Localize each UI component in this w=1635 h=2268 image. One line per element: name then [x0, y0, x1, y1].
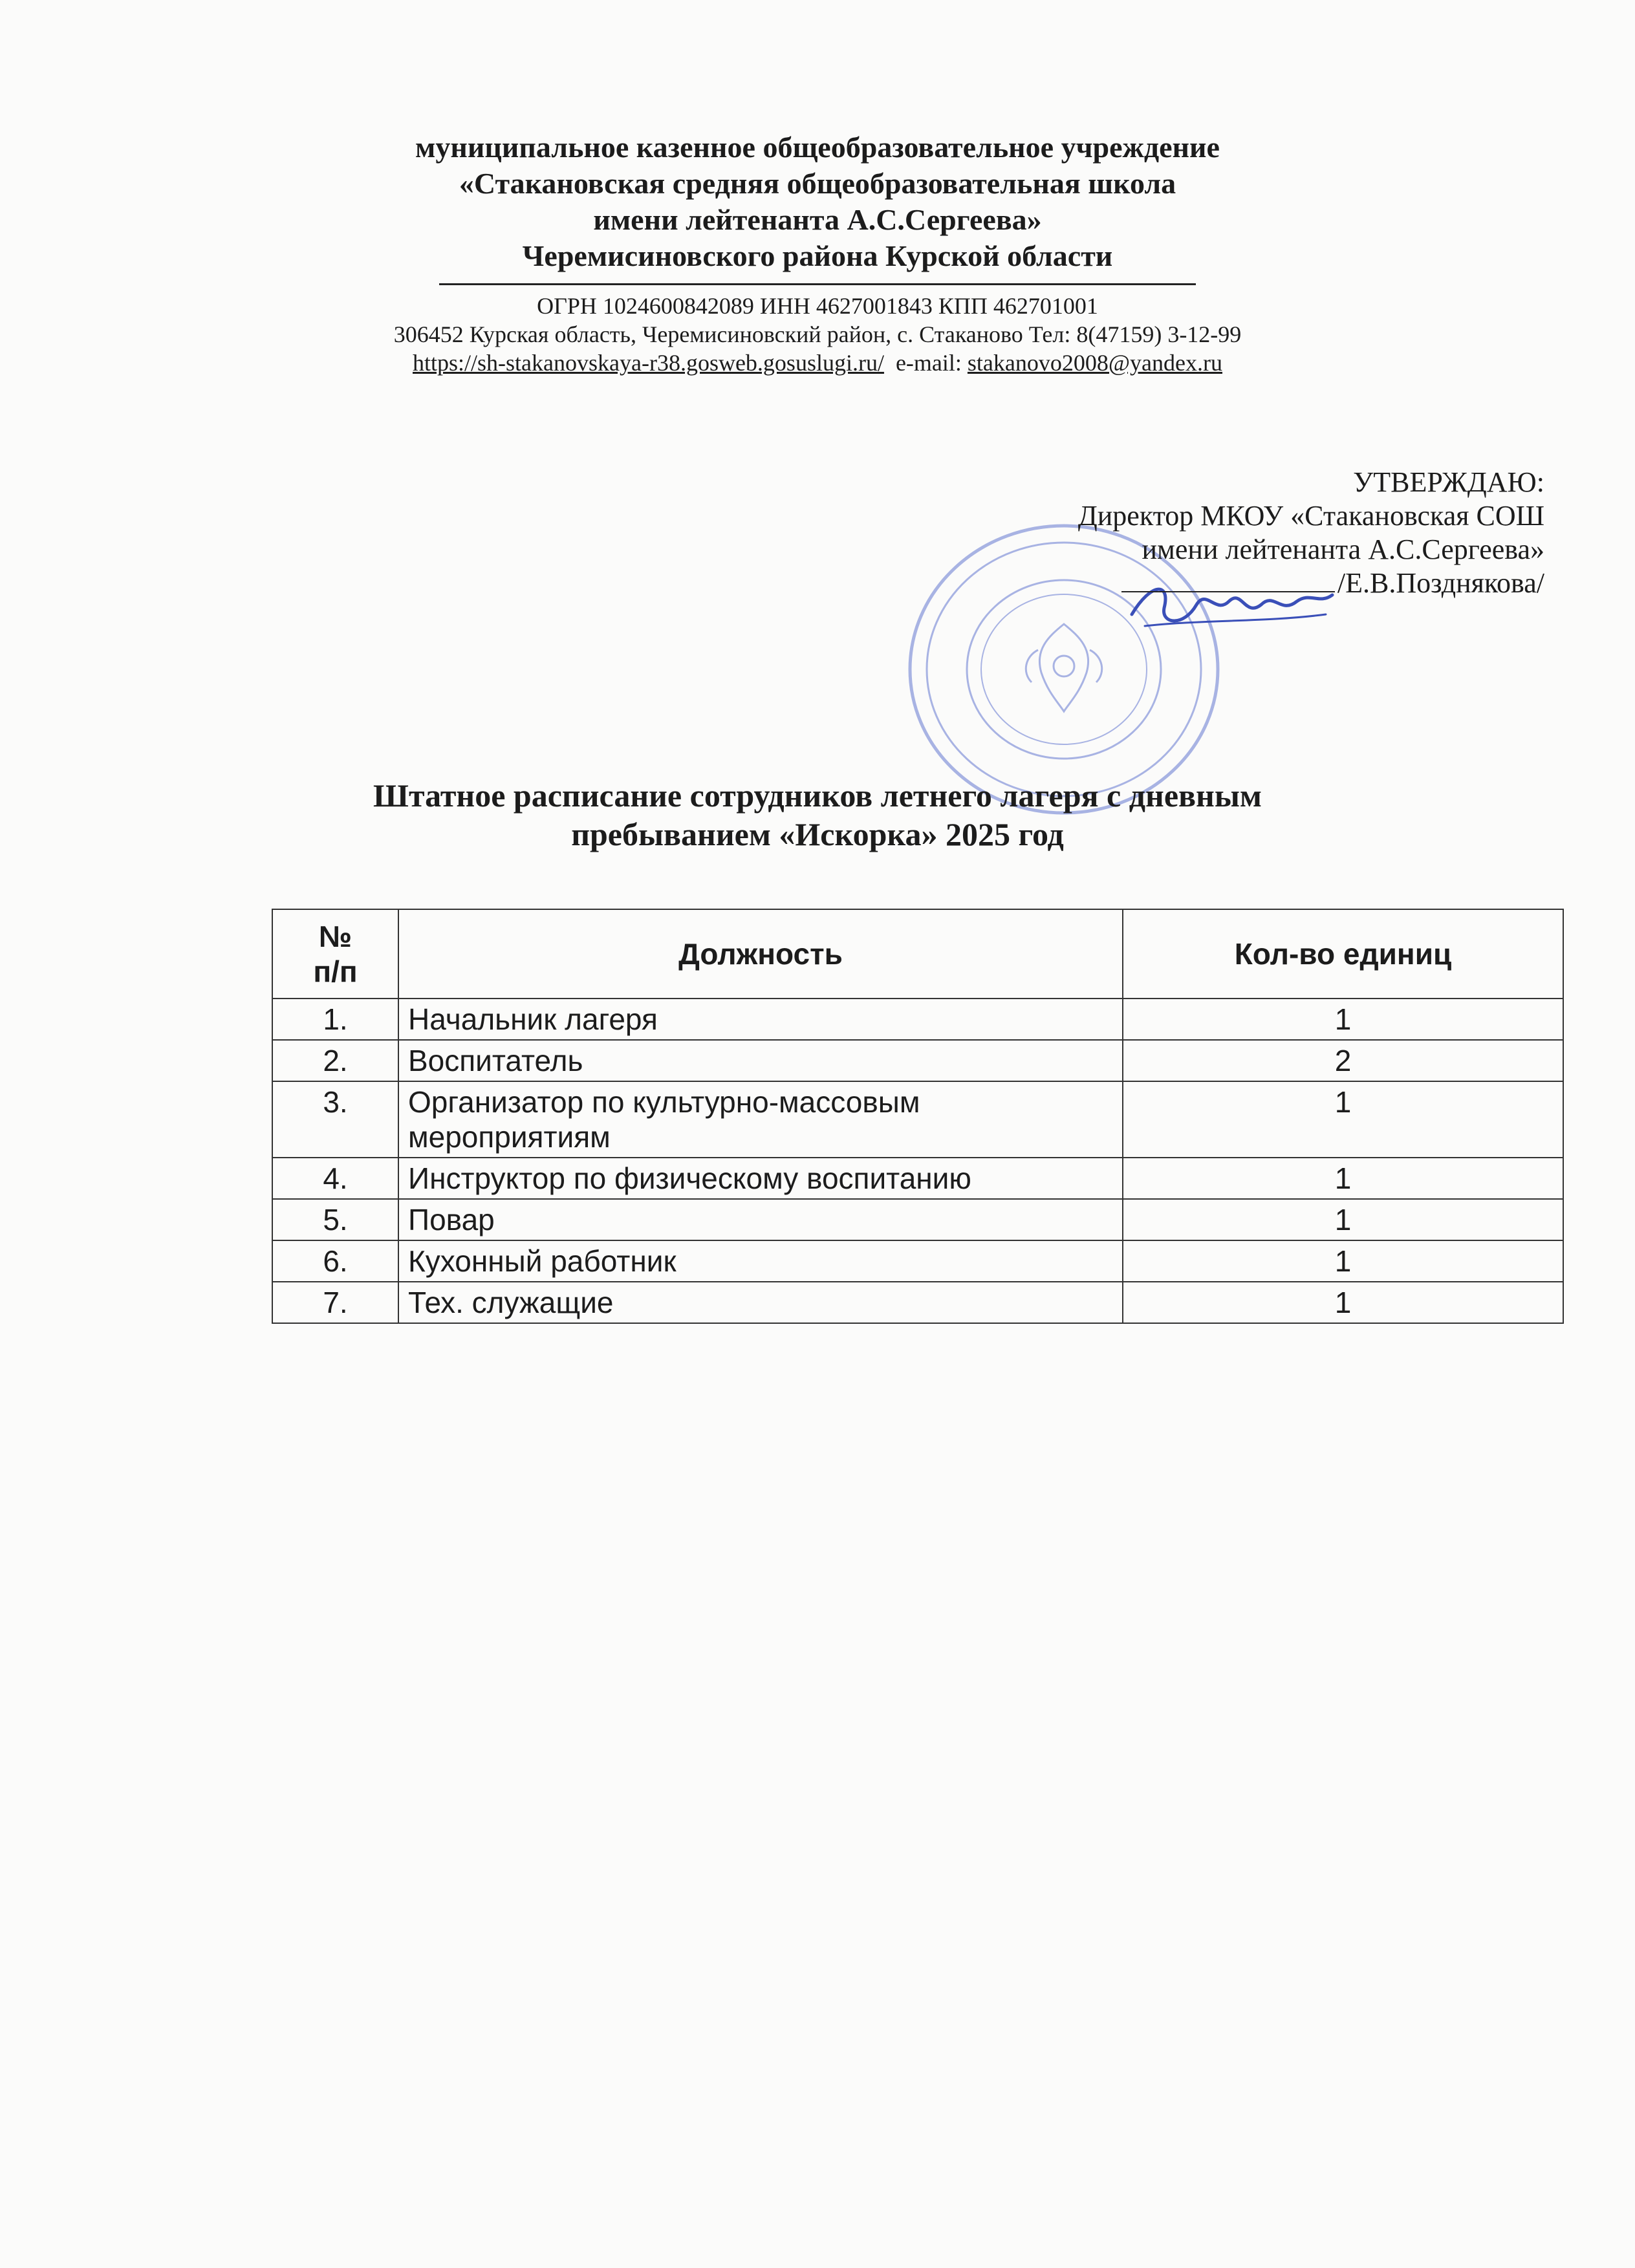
email-link[interactable]: stakanovo2008@yandex.ru — [967, 350, 1222, 376]
header-number-sign: № — [318, 920, 352, 953]
row-number: 5. — [272, 1199, 398, 1240]
table-row — [272, 1282, 1563, 1323]
web-contacts — [0, 349, 1635, 377]
table-row — [272, 1081, 1563, 1158]
row-number: 1. — [272, 999, 398, 1040]
institution-type: муниципальное казенное общеобразовательное учреждение — [415, 131, 1220, 164]
row-quantity: 2 — [1123, 1040, 1563, 1081]
email-label: e-mail: — [895, 350, 962, 376]
row-position: Организатор по культурно-массовым мероприятиям — [398, 1081, 1123, 1158]
title-line-1: Штатное расписание сотрудников летнего лагеря с дневным — [373, 777, 1262, 814]
title-line-2: пребыванием «Искорка» 2025 год — [571, 816, 1064, 852]
row-quantity: 1 — [1123, 1240, 1563, 1282]
row-number: 2. — [272, 1040, 398, 1081]
approval-position: Директор МКОУ «Стакановская СОШ — [1077, 500, 1544, 532]
header-number-pp: п/п — [313, 955, 358, 988]
row-position: Начальник лагеря — [398, 999, 1123, 1040]
table-row — [272, 999, 1563, 1040]
letterhead — [0, 129, 1635, 377]
table-row — [272, 1158, 1563, 1199]
staff-table — [272, 909, 1564, 1324]
address: 306452 Курская область, Черемисиновский район, с. Стаканово Тел: 8(47159) 3-12-99 — [393, 321, 1242, 347]
registration-numbers: ОГРН 1024600842089 ИНН 4627001843 КПП 462701001 — [537, 293, 1098, 319]
header-number — [272, 909, 398, 999]
institution-name: «Стакановская средняя общеобразовательная школа — [459, 167, 1176, 200]
row-quantity: 1 — [1123, 999, 1563, 1040]
institution-name-cont: имени лейтенанта А.С.Сергеева» — [593, 203, 1042, 236]
row-position: Повар — [398, 1199, 1123, 1240]
row-number: 4. — [272, 1158, 398, 1199]
approval-heading: УТВЕРЖДАЮ: — [1353, 466, 1544, 498]
row-number: 3. — [272, 1081, 398, 1158]
row-quantity: 1 — [1123, 1282, 1563, 1323]
approval-school: имени лейтенанта А.С.Сергеева» — [1142, 534, 1544, 565]
table-row — [272, 1040, 1563, 1081]
website-link[interactable]: https://sh-stakanovskaya-r38.gosweb.gosuslugi.ru/ — [413, 350, 884, 376]
header-quantity: Кол-во единиц — [1123, 909, 1563, 999]
signature-line — [1121, 567, 1544, 600]
row-number: 7. — [272, 1282, 398, 1323]
institution-district: Черемисиновского района Курской области — [522, 239, 1113, 272]
table-row — [272, 1199, 1563, 1240]
row-position: Инструктор по физическому воспитанию — [398, 1158, 1123, 1199]
row-position: Кухонный работник — [398, 1240, 1123, 1282]
approval-block — [833, 466, 1544, 600]
signature-blank — [1121, 591, 1335, 592]
row-position: Тех. служащие — [398, 1282, 1123, 1323]
header-position: Должность — [398, 909, 1123, 999]
signatory-name: /Е.В.Позднякова/ — [1337, 567, 1544, 599]
table-row — [272, 1240, 1563, 1282]
header-divider — [439, 283, 1196, 285]
row-quantity: 1 — [1123, 1158, 1563, 1199]
row-number: 6. — [272, 1240, 398, 1282]
document-title — [0, 776, 1635, 854]
row-position: Воспитатель — [398, 1040, 1123, 1081]
table-header-row — [272, 909, 1563, 999]
row-quantity: 1 — [1123, 1081, 1563, 1158]
row-quantity: 1 — [1123, 1199, 1563, 1240]
